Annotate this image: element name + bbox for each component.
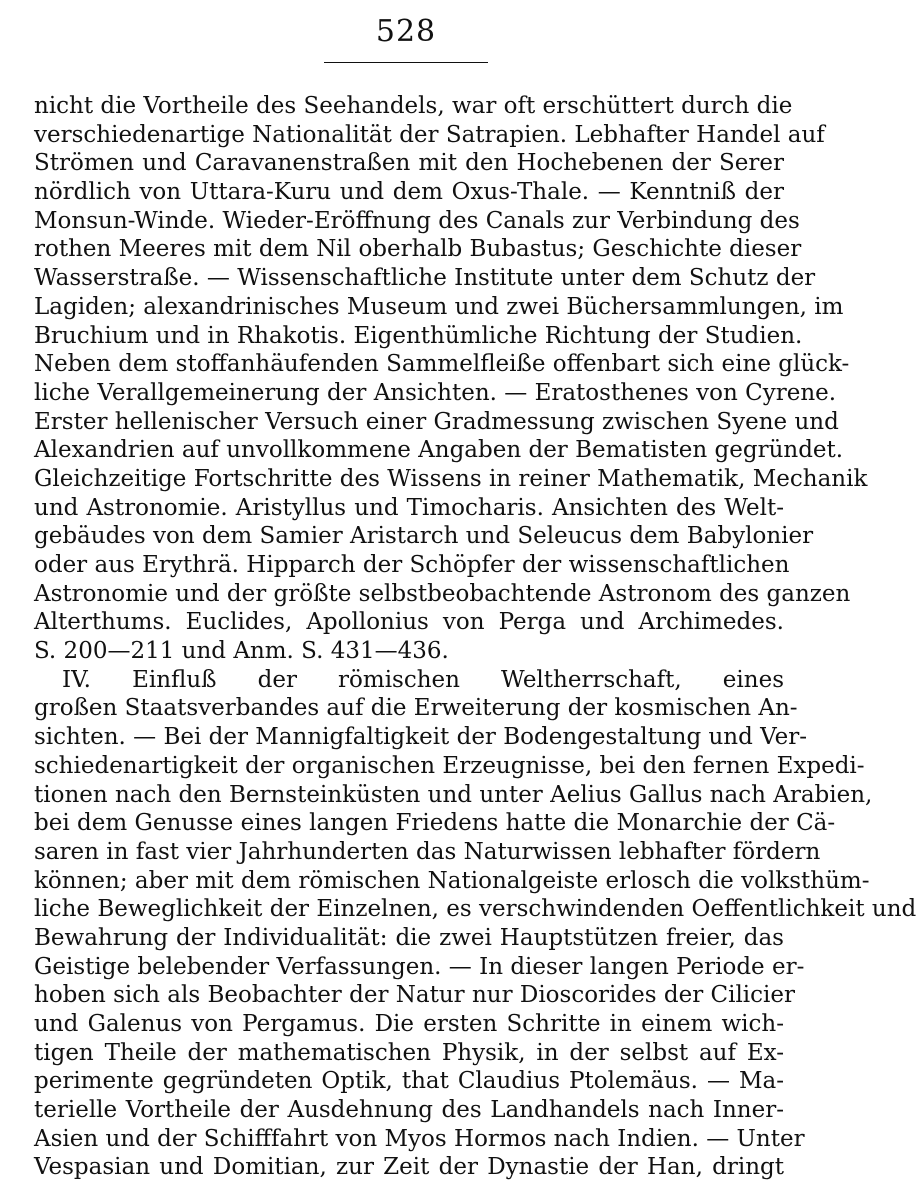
text-line: bei dem Genusse eines langen Friedens hatte die Monarchie der Cä-: [34, 810, 836, 837]
text-line: Bruchium und in Rhakotis. Eigenthümliche Richtung der Studien.: [34, 322, 803, 349]
body-text: [34, 92, 916, 1182]
text-line: terielle Vortheile der Ausdehnung des Landhandels nach Inner-: [34, 1097, 784, 1124]
text-line: Asien und der Schifffahrt von Myos Hormos nach Indien. — Unter: [34, 1125, 805, 1152]
text-line: Wasserstraße. — Wissenschaftliche Institute unter dem Schutz der: [34, 265, 816, 292]
section-heading-line: IV. Einfluß der römischen Weltherrschaft, eines: [62, 666, 784, 693]
text-line: perimente gegründeten Optik, that Claudius Ptolemäus. — Ma-: [34, 1068, 784, 1095]
text-line: und Galenus von Pergamus. Die ersten Schritte in einem wich-: [34, 1011, 784, 1037]
text-line: Erster hellenischer Versuch einer Gradmessung zwischen Syene und: [34, 408, 839, 435]
text-line: schiedenartigkeit der organischen Erzeugnisse, bei den fernen Expedi-: [34, 752, 865, 779]
text-line: Alterthums. Euclides, Apollonius von Perga und Archimedes.: [34, 609, 784, 636]
text-line: Geistige belebender Verfassungen. — In dieser langen Periode er-: [34, 953, 805, 980]
text-line: Bewahrung der Individualität: die zwei Hauptstützen freier, das: [34, 924, 784, 951]
text-line: tigen Theile der mathematischen Physik, in der selbst auf Ex-: [34, 1039, 784, 1066]
text-line: Neben dem stoffanhäufenden Sammelfleiße offenbart sich eine glück-: [34, 351, 850, 378]
text-line: nicht die Vortheile des Seehandels, war oft erschüttert durch die: [34, 93, 793, 119]
text-line: S. 200—211 und Anm. S. 431—436.: [34, 638, 449, 665]
text-line: sichten. — Bei der Mannigfaltigkeit der Bodengestaltung und Ver-: [34, 724, 808, 751]
text-line: können; aber mit dem römischen Nationalgeiste erlosch die volksthüm-: [34, 867, 870, 894]
page-number: 528: [375, 14, 437, 49]
header-rule: [324, 62, 488, 63]
text-line: Strömen und Caravanenstraßen mit den Hochebenen der Serer: [34, 150, 784, 177]
text-line: liche Beweglichkeit der Einzelnen, es verschwindenden Oeffentlichkeit und: [34, 896, 916, 923]
text-line: Alexandrien auf unvollkommene Angaben der Bematisten gegründet.: [34, 437, 844, 464]
text-line: oder aus Erythrä. Hipparch der Schöpfer der wissenschaftlichen: [34, 552, 790, 578]
text-line: saren in fast vier Jahrhunderten das Naturwissen lebhafter fördern: [34, 838, 821, 865]
text-line: tionen nach den Bernsteinküsten und unter Aelius Gallus nach Arabien,: [34, 781, 873, 808]
text-line: Vespasian und Domitian, zur Zeit der Dynastie der Han, dringt: [34, 1154, 784, 1181]
text-line: liche Verallgemeinerung der Ansichten. — Eratosthenes von Cyrene.: [34, 379, 837, 406]
text-line: rothen Meeres mit dem Nil oberhalb Bubastus; Geschichte dieser: [34, 236, 802, 263]
text-line: Gleichzeitige Fortschritte des Wissens in reiner Mathematik, Mechanik: [34, 465, 868, 492]
text-line: und Astronomie. Aristyllus und Timocharis. Ansichten des Welt-: [34, 494, 784, 521]
text-line: großen Staatsverbandes auf die Erweiterung der kosmischen An-: [34, 695, 798, 722]
text-line: Monsun-Winde. Wieder-Eröffnung des Canals zur Verbindung des: [34, 207, 800, 234]
text-line: Astronomie und der größte selbstbeobachtende Astronom des ganzen: [34, 580, 851, 607]
text-line: Lagiden; alexandrinisches Museum und zwei Büchersammlungen, im: [34, 293, 844, 320]
text-line: gebäudes von dem Samier Aristarch und Seleucus dem Babylonier: [34, 523, 814, 550]
text-line: hoben sich als Beobachter der Natur nur Dioscorides der Cilicier: [34, 982, 796, 1009]
text-line: nördlich von Uttara-Kuru und dem Oxus-Thale. — Kenntniß der: [34, 179, 784, 206]
text-line: verschiedenartige Nationalität der Satrapien. Lebhafter Handel auf: [34, 121, 825, 148]
